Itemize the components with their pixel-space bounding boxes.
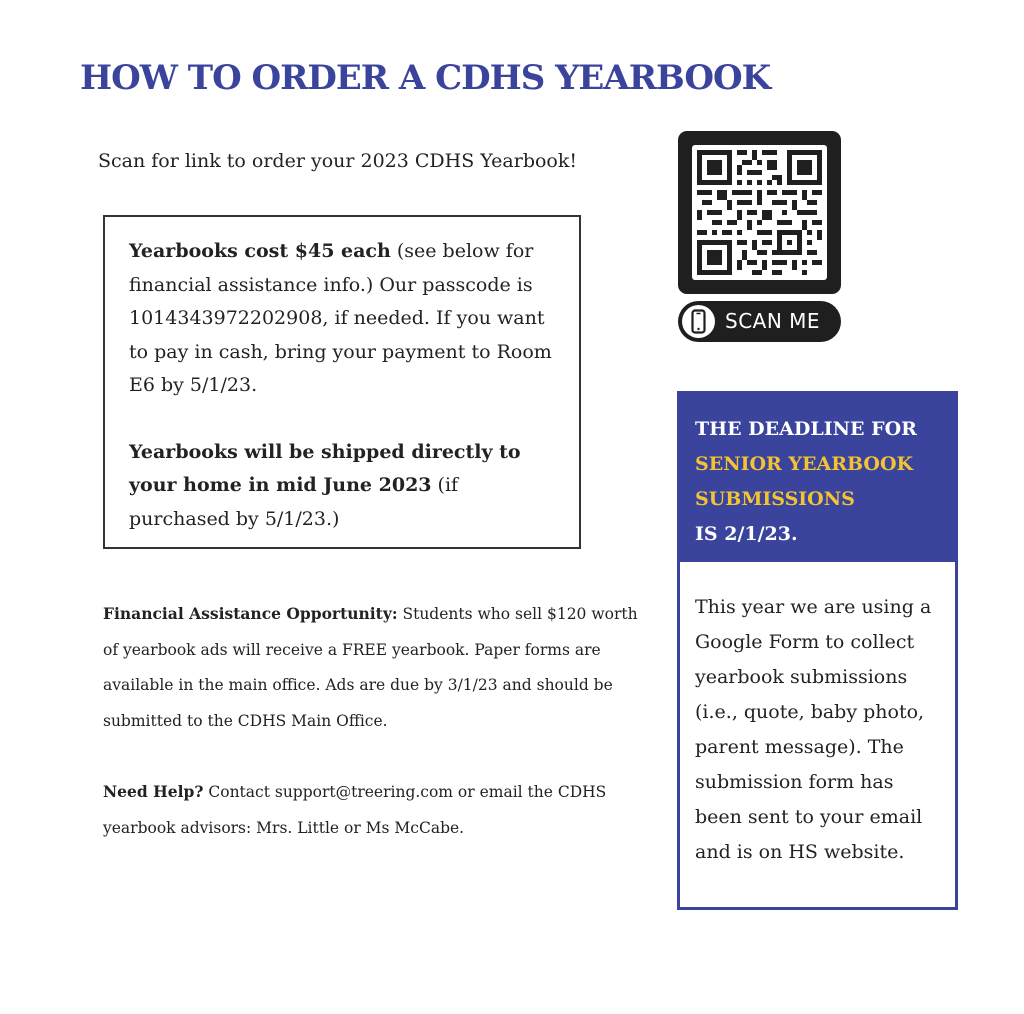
- deadline-body-text: This year we are using a Google Form to collect yearbook submissions (i.e., quote, baby photo, parent message). The submission form has been sent to your email and is on HS website.: [695, 596, 932, 863]
- cost-detail: (see below for financial assistance info.) Our passcode is 1014343972202908, if needed. If you want to pay in cash, bring your payment to Room E6 by 5/1/23.: [129, 240, 552, 396]
- scan-me-badge: [678, 301, 841, 342]
- deadline-line-3: SUBMISSIONS: [695, 488, 855, 510]
- financial-heading: Financial Assistance Opportunity:: [103, 604, 398, 623]
- help-heading: Need Help?: [103, 782, 204, 801]
- cost-heading: Yearbooks cost $45 each: [129, 240, 391, 262]
- deadline-panel: [677, 391, 958, 910]
- financial-text: Students who sell $120 worth of yearbook ads will receive a FREE yearbook. Paper forms are available in the main office. Ads are due by 3/1/23 and should be submitted to the CDHS Main Office.: [103, 605, 638, 730]
- deadline-line-2: SENIOR YEARBOOK: [695, 453, 914, 475]
- financial-paragraph: [103, 596, 643, 739]
- shipping-paragraph: [129, 436, 563, 537]
- deadline-header: [680, 394, 955, 562]
- financial-section: [103, 596, 643, 846]
- cost-info-box: [103, 215, 581, 549]
- deadline-line-4: IS 2/1/23.: [695, 523, 798, 545]
- help-text: Contact support@treering.com or email the CDHS yearbook advisors: Mrs. Little or Ms McCabe.: [103, 783, 607, 837]
- shipping-detail: (if purchased by 5/1/23.): [129, 474, 459, 530]
- qr-code[interactable]: [678, 131, 841, 294]
- scan-me-label: SCAN ME: [725, 309, 821, 333]
- intro-text: Scan for link to order your 2023 CDHS Yearbook!: [98, 150, 578, 172]
- deadline-line-1: THE DEADLINE FOR: [695, 418, 917, 440]
- phone-icon: [682, 305, 715, 338]
- cost-paragraph: [129, 235, 563, 403]
- help-paragraph: [103, 774, 643, 846]
- qr-code-icon: [697, 150, 822, 275]
- shipping-heading: Yearbooks will be shipped directly to your home in mid June 2023: [129, 440, 521, 496]
- page-title: HOW TO ORDER A CDHS YEARBOOK: [80, 58, 771, 98]
- qr-code-image: [692, 145, 827, 280]
